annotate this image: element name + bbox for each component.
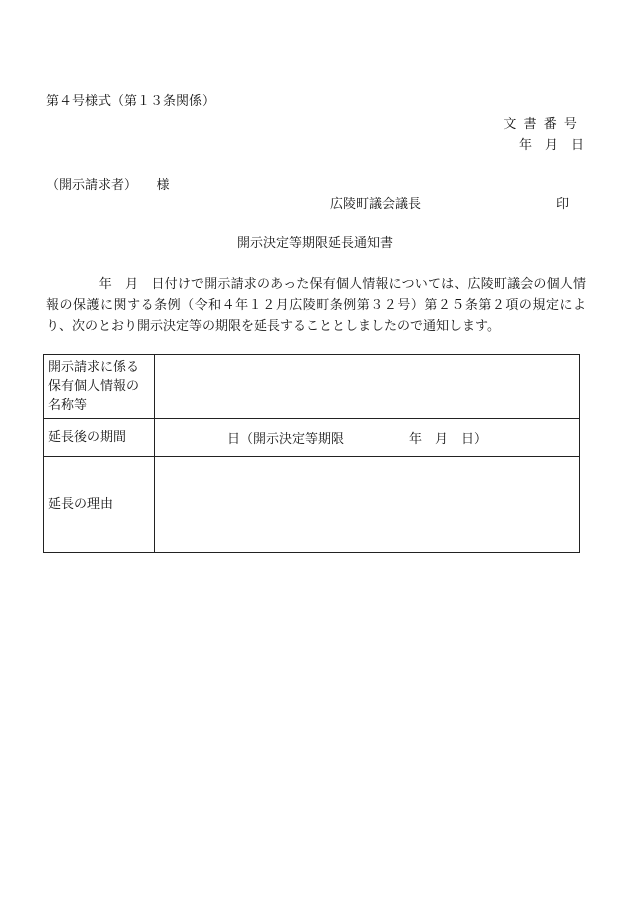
info-name-label: 開示請求に係る保有個人情報の名称等 bbox=[44, 355, 155, 419]
seal-mark: 印 bbox=[556, 197, 570, 212]
extension-reason-label: 延長の理由 bbox=[44, 457, 155, 553]
table-row bbox=[44, 355, 580, 419]
form-number: 第４号様式（第１３条関係） bbox=[46, 94, 216, 109]
table-row bbox=[44, 419, 580, 457]
notice-paragraph: 年 月 日付けで開示請求のあった保有個人情報については、広陵町議会の個人情報の保護に関する条例（令和４年１２月広陵町条例第３２号）第２５条第２項の規定により、次のとおり開示決定等の期限を延長することとしましたので通知します。 bbox=[46, 277, 586, 334]
sender-title: 広陵町議会議長 bbox=[330, 197, 422, 212]
extension-reason-value bbox=[155, 457, 580, 553]
document-number: 文書番号 bbox=[503, 117, 584, 132]
extended-period-label: 延長後の期間 bbox=[44, 419, 155, 457]
requester-name: （開示請求者） 様 bbox=[46, 178, 170, 193]
extended-period-value: 日（開示決定等期限 年 月 日） bbox=[155, 419, 580, 457]
document-title: 開示決定等期限延長通知書 bbox=[236, 236, 393, 251]
info-name-value bbox=[155, 355, 580, 419]
table-row bbox=[44, 457, 580, 553]
details-table bbox=[43, 354, 580, 553]
issue-date: 年 月 日 bbox=[518, 138, 584, 153]
